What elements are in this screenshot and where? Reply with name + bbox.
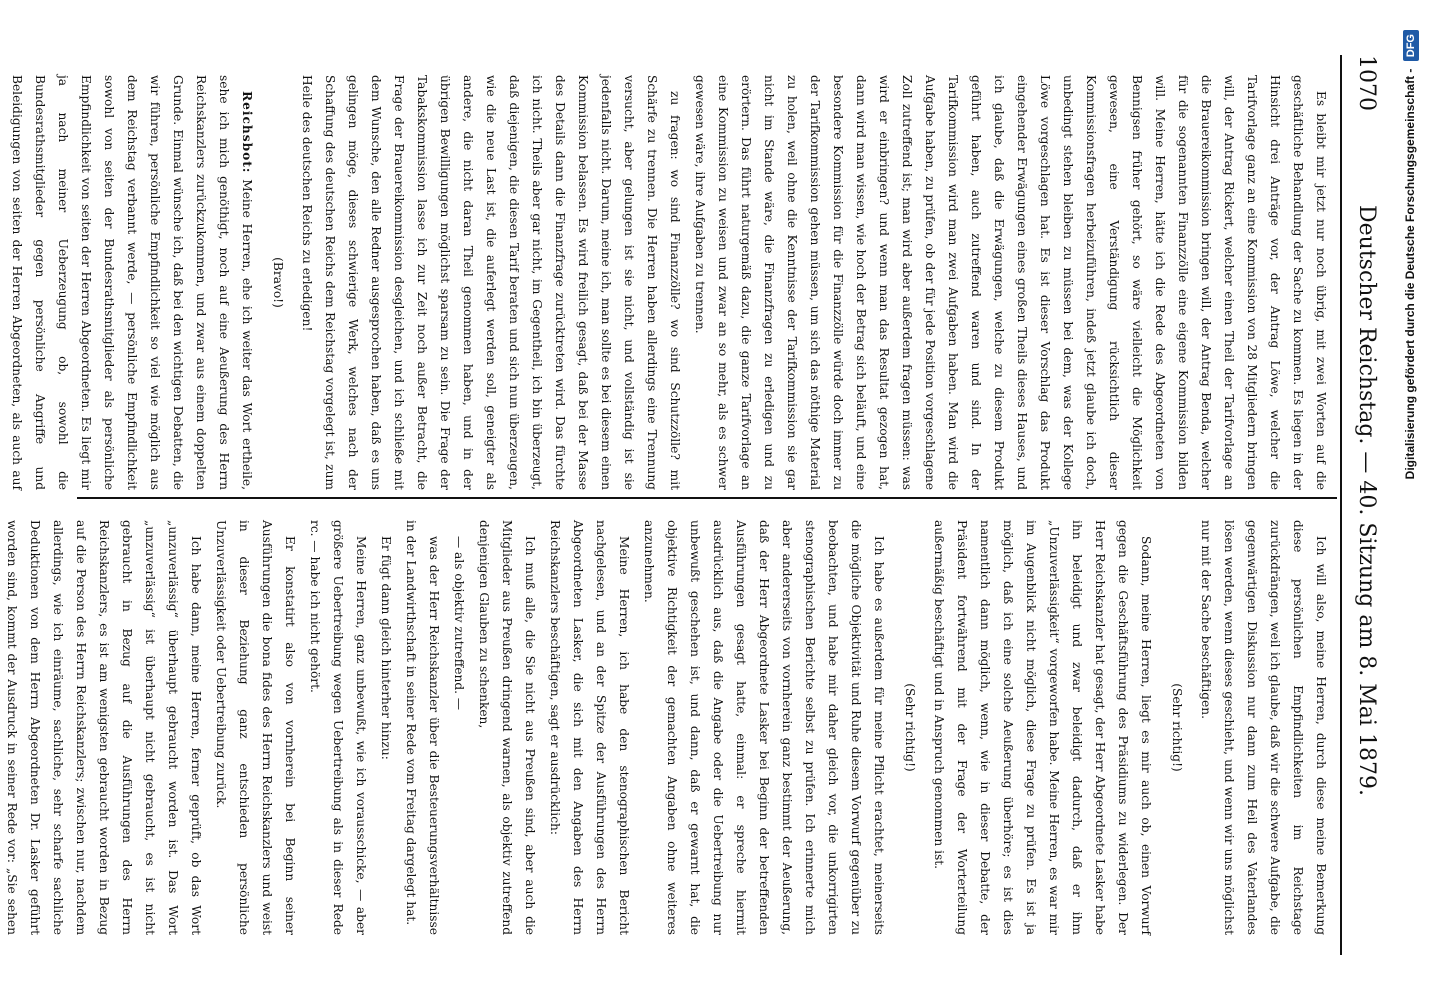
digitization-credit <box>1395 30 1425 980</box>
paragraph: Es bleibt mir jetzt nur noch übrig, mit zwei Worten auf die geschäftliche Behandlung der Sache zu kommen. Es liegen in der Hinsicht drei Anträge vor, der Antrag Löwe, welcher die Tarifvorlage ganz an eine Kommission von 28 Mitgliedern bringen will, der Antrag Rickert, welcher einen Theil der Tarifvorlage an die Brauereikommission bringen will, der Antrag Benda, welcher für die sogenannten Finanzzölle eine eigene Kommission bilden will. Meine Herren, hätte ich die Rede des Abgeordneten von Bennigsen früher gehört, so wäre vielleicht die Möglichkeit gewesen, eine Verständigung rücksichtlich dieser Kommissionsfragen herbeizuführen, indeß jetzt glaube ich doch, unbedingt stehen bleiben zu müssen bei dem, was der Kollege Löwe vorgeschlagen hat. Es ist dieser Vorschlag das Produkt eingehender Erwägungen eines großen Theils dieses Hauses, und ich glaube, daß die Erwägungen, welche zu diesem Produkt geführt haben, auch zutreffend waren und sind. In der Tarifkommission wird man zwei Aufgaben haben. Man wird die Aufgabe haben, zu prüfen, ob der für jede Position vorgeschlagene Zoll zutreffend ist; man wird aber außerdem fragen müssen: was wird er einbringen? und wenn man das Resultat gezogen hat, dann wird man wissen, wie hoch der Betrag sich beläuft, und eine besondere Kommission für die Finanzzölle würde doch immer zu der Tarifkommission gehen müssen, um sich das nöthige Material zu holen, weil ohne die Kenntnisse der Tarifkommission sie gar nicht im Stande wäre, die Finanzfragen zu erledigen und zu erörtern. Das führt naturgemäß dazu, die ganze Tarifvorlage an eine Kommission zu weisen und zwar an so mehr, als es schwer gewesen wäre, ihre Aufgaben zu trennen. <box>693 75 1328 490</box>
paragraph: Ich habe dann, meine Herren, ferner geprüft, ob das Wort „unzuverlässig“ überhaupt gebraucht worden ist. Das Wort „unzuverlässig“ ist überhaupt nicht gebraucht, es ist nicht gebraucht in Bezug auf die Ausführungen des Herrn Reichskanzlers, es ist am wenigsten gebraucht worden in Bezug auf die Person des Herrn Reichskanzlers; zwischen nur, nachdem allerdings, wie ich einräume, sachliche, sehr scharfe sachliche Deduktionen von dem Herrn Abgeordneten Dr. Lasker geführt worden sind, kommt der Ausdruck in seiner Rede vor: „Sie sehen <box>5 520 203 935</box>
interjection: (Sehr richtig!) <box>1170 683 1184 772</box>
column-divider <box>77 497 1337 499</box>
page-number: 1070 <box>1354 55 1379 111</box>
speaker-name: Reichsbot: <box>240 91 254 174</box>
interjection: (Sehr richtig!) <box>903 683 917 772</box>
paragraph: Er fügt dann gleich hinterher hinzu: <box>379 536 393 760</box>
paragraph: Ich muß alle, die Sie nicht aus Preußen sind, aber auch die Mitglieder aus Preußen dringend warnen, als objektiv zutreffend denjenigen Glauben zu schenken, <box>477 520 537 935</box>
interjection: (Bravo!) <box>271 257 285 308</box>
paragraph: zu fragen: wo sind Finanzzölle? wo sind Schutzzölle? mit Schärfe zu trennen. Die Herren haben allerdings eine Trennung versucht, aber gelungen ist sie nicht, und vollständig ist sie jedenfalls nicht. Darum, meine ich, man sollte es bei diesem einen Kommission belassen. Es wird freilich gesagt, daß bei der Masse des Details dann die Finanzfrage zurücktreten wird. Das fürchte ich nicht. Theils aber gar nicht, im Gegentheil, ich bin überzeugt, daß diejenigen, die diesen Tarif beraten und sich nun überzeugen, wie die neue Last ist, die auferlegt werden soll, geneigter als andere, die nicht daran Theil genommen haben, und in der übrigen Bewilligungen möglichst sparsam zu sein. Die Frage der Tabakskommission lasse ich zur Zeit noch außer Betracht, die Frage der Brauereikommission desgleichen, und ich schließe mit dem Wunsche, den alle Redner ausgesprochen haben, daß es uns gelingen möge, dieses schwierige Werk, welches nach der Schaffung des deutschen Reichs dem Reichstag vorgelegt ist, zum Heile des deutschen Reichs zu erledigen! <box>300 75 682 490</box>
paragraph: Er konstatirt also von vornherein bei Beginn seiner Ausführungen die bona fides des Herrn Reichskanzlers und weist in dieser Beziehung ganz entschieden persönliche Unzuverlässigkeit oder Uebertreibung zurück. <box>214 520 297 935</box>
page-header <box>1347 55 1387 955</box>
right-column <box>5 520 1332 935</box>
header-rule <box>1340 55 1342 955</box>
credit-text: Digitalisierung gefördert durch die Deutsche Forschungsgemeinschaft - <box>1403 68 1417 480</box>
paragraph: — als objektiv zutreffend. — <box>452 536 466 711</box>
paragraph: Meine Herren, ganz unbewußt, wie ich vorausschicke, — aber größere Uebertreibung wegen Uebertreibung als in dieser Rede rc. — habe ich nicht gehört. <box>308 520 368 935</box>
paragraph: Meine Herren, ich habe den stenographischen Bericht nachgelesen, und an der Spitze der Ausführungen des Herrn Abgeordneten Lasker, die sich mit den Angaben des Herrn Reichskanzlers beschäftigen, sagt er ausdrücklich: <box>548 520 631 935</box>
paragraph: was der Herr Reichskanzler über die Besteuerungsverhältnisse in der Landwirthschaft in seiner Rede vom Freitag dargelegt hat. <box>404 520 441 935</box>
paragraph: Ich will also, meine Herren, durch diese meine Bemerkung diese persönlichen Empfindlichkeiten im Reichstage zurückdrängen, weil ich glaube, daß wir die schwere Aufgabe, die gegenwärtigen Diskussion nur dann zum Heil des Vaterlandes lösen werden, wenn dieses geschieht, und wenn wir uns möglichst nur mit der Sache beschäftigen. <box>1199 520 1328 935</box>
paragraph: Sodann, meine Herren, liegt es mir auch ob, einen Vorwurf gegen die Geschäftsführung des Präsidiums zu widerlegen. Der Herr Reichskanzler hat gesagt, der Herr Abgeordnete Lasker habe ihn beleidigt und zwar beleidigt dadurch, daß er ihm „Unzuverlässigkeit“ vorgeworfen habe. Meine Herren, es war mir im Augenblick nicht möglich, diese Frage zu prüfen. Es ist ja möglich, daß ich eine solche Aeußerung überhöre; es ist dies namentlich dann möglich, wenn, wie in dieser Debatte, der Präsident fortwährend mit der Frage der Worterteilung außermäßig beschäftigt und in Anspruch genommen ist. <box>932 520 1153 935</box>
dfg-logo: DFG <box>1403 30 1419 61</box>
paragraph: Ich habe es außerdem für meine Pflicht erachtet, meinerseits die mögliche Objektivität und Ruhe diesem Vorwurf gegenüber zu beobachten, und habe mir daher gleich vor, die unkorrigirten stenographischen Berichte selbst zu prüfen. Ich erinnerte mich aber andererseits von vornherein ganz bestimmt der Aeußerung, daß der Herr Abgeordnete Lasker bei Beginn der betreffenden Ausführungen gesagt hatte, einmal: er spreche hiermit ausdrücklich aus, daß die Angabe oder die Uebertreibung nur unbewußt geschehen ist, und dann, daß er gewarnt hat, die objektive Richtigkeit der gemachten Angaben ohne weiteres anzunehmen. <box>642 520 886 935</box>
running-title: Deutscher Reichstag. — 40. Sitzung am 8. Mai 1879. <box>1354 205 1379 796</box>
left-column <box>10 75 1332 490</box>
speaker-paragraph <box>0 75 258 490</box>
speaker-text: Meine Herren, ehe ich weiter das Wort ertheile, sehe ich mich genöthigt, noch auf eine Aeußerung des Herrn Reichskanzlers zurückzukommen, und zwar aus einem doppelten Grunde. Einmal wünsche ich, daß bei den wichtigen Debatten, die wir führen, persönliche Empfindlichkeit so viel wie möglich aus dem Reichstag verbannt werde, — persönliche Empfindlichkeit sowohl von seiten der Bundesrathsmitglieder als persönliche Empfindlichkeit von seiten der Herren Abgeordneten. Es liegt mir ja nach meiner Ueberzeugung ob, sowohl die Bundesrathsmitglieder gegen persönliche Angriffe und Beleidigungen von seiten der Herren Abgeordneten, als auch auf <box>10 75 254 490</box>
